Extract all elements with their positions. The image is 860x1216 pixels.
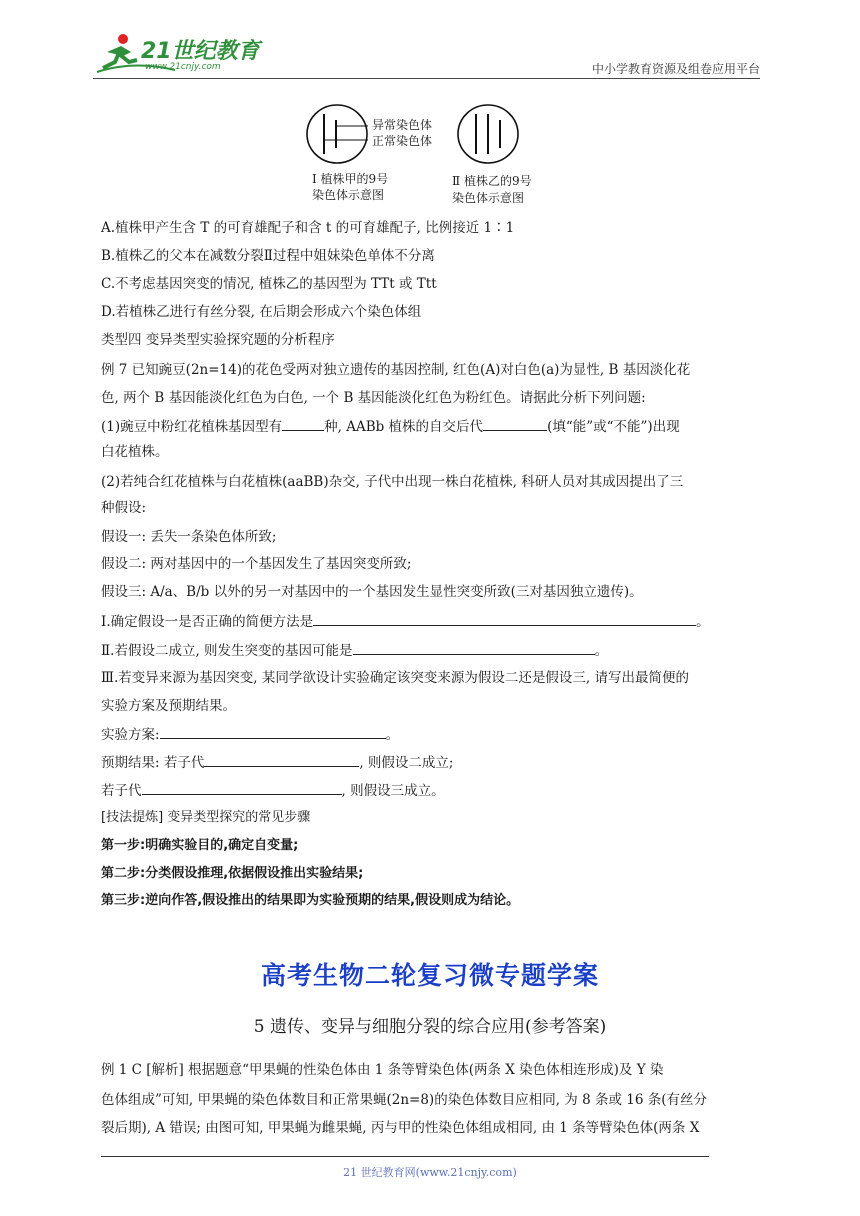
label-abnormal: 异常染色体 bbox=[372, 118, 433, 132]
answer-line1: 例 1 C [解析] 根据题意“甲果蝇的性染色体由 1 条等臂染色体(两条 X 染色体相连形成)及 Y 染 bbox=[101, 1062, 664, 1078]
site-logo bbox=[93, 30, 263, 78]
logo-text: 21世纪教育 bbox=[141, 39, 260, 64]
blank-result-1[interactable] bbox=[204, 752, 359, 767]
tips-step-3: 第三步:逆向作答,假设推出的结果即为实验预期的结果,假设则成为结论。 bbox=[101, 893, 520, 908]
footer-divider bbox=[101, 1156, 709, 1157]
caption-1-line1: Ⅰ 植株甲的9号 bbox=[312, 172, 389, 186]
question-2-line2: 种假设: bbox=[101, 500, 147, 516]
experiment-plan bbox=[101, 724, 399, 745]
expected-result-2 bbox=[101, 780, 445, 801]
item-i-text: Ⅰ.确定假设一是否正确的简便方法是 bbox=[101, 614, 314, 630]
caption-2-line2: 染色体示意图 bbox=[452, 191, 525, 205]
item-ii-text: Ⅱ.若假设二成立, 则发生突变的基因可能是 bbox=[101, 643, 353, 659]
item-i bbox=[101, 611, 710, 632]
chromosome-diagram bbox=[300, 102, 560, 210]
hypothesis-2: 假设二: 两对基因中的一个基因发生了基因突变所致; bbox=[101, 556, 412, 572]
question-1-cont: 白花植株。 bbox=[101, 444, 169, 460]
blank-method[interactable] bbox=[313, 611, 696, 626]
exp1-label: 预期结果: 若子代 bbox=[101, 755, 205, 771]
caption-1-line2: 染色体示意图 bbox=[312, 188, 385, 202]
option-b: B.植株乙的父本在减数分裂Ⅱ过程中姐妹染色单体不分离 bbox=[101, 248, 435, 264]
exp1-tail: , 则假设二成立; bbox=[359, 755, 454, 771]
tips-step-2: 第二步:分类假设推理,依据假设推出实验结果; bbox=[101, 866, 364, 881]
label-normal: 正常染色体 bbox=[372, 134, 433, 148]
blank-can-cannot[interactable] bbox=[483, 416, 547, 431]
option-d: D.若植株乙进行有丝分裂, 在后期会形成六个染色体组 bbox=[101, 304, 422, 320]
q1-text-a: (1)豌豆中粉红花植株基因型有 bbox=[101, 419, 283, 435]
option-c: C.不考虑基因突变的情况, 植株乙的基因型为 TTt 或 Ttt bbox=[101, 276, 437, 292]
plan-label: 实验方案: bbox=[101, 727, 160, 743]
header-divider bbox=[93, 78, 760, 79]
example7-line1: 例 7 已知豌豆(2n=14)的花色受两对独立遗传的基因控制, 红色(A)对白色(a)为显性, B 基因淡化花 bbox=[101, 362, 691, 378]
hypothesis-1: 假设一: 丢失一条染色体所致; bbox=[101, 529, 277, 545]
q1-text-b: 种, AABb 植株的自交后代 bbox=[324, 419, 484, 435]
item-ii-period: 。 bbox=[594, 643, 609, 659]
tips-title: [技法提炼] 变异类型探究的常见步骤 bbox=[101, 810, 311, 825]
question-1 bbox=[101, 416, 680, 437]
document-title: 高考生物二轮复习微专题学案 bbox=[260, 961, 599, 990]
caption-2-line1: Ⅱ 植株乙的9号 bbox=[452, 174, 532, 188]
expected-result-1 bbox=[101, 752, 453, 773]
blank-plan[interactable] bbox=[160, 724, 386, 739]
document-subtitle: 5 遗传、变异与细胞分裂的综合应用(参考答案) bbox=[253, 1017, 607, 1037]
answer-line3: 裂后期), A 错误; 由图可知, 甲果蝇为雌果蝇, 丙与甲的性染色体组成相同, 由 1 条等臂染色体(两条 X bbox=[101, 1120, 700, 1136]
blank-mutated-gene[interactable] bbox=[353, 640, 595, 655]
question-2-line1: (2)若纯合红花植株与白花植株(aaBB)杂交, 子代中出现一株白花植株, 科研人员对其成因提出了三 bbox=[101, 474, 684, 490]
exp2-label: 若子代 bbox=[101, 783, 142, 799]
header-platform-text: 中小学教育资源及组卷应用平台 bbox=[591, 62, 760, 76]
answer-line2: 色体组成”可知, 甲果蝇的染色体数目和正常果蝇(2n=8)的染色体数目应相同, 为 8 条或 16 条(有丝分 bbox=[101, 1092, 707, 1108]
logo-url: www.21cnjy.com bbox=[145, 62, 221, 72]
example7-line2: 色, 两个 B 基因能淡化红色为白色, 一个 B 基因能淡化红色为粉红色。请据此分析下列问题: bbox=[101, 390, 646, 406]
plan-period: 。 bbox=[385, 727, 400, 743]
blank-result-2[interactable] bbox=[142, 780, 342, 795]
item-i-period: 。 bbox=[696, 614, 710, 630]
item-ii bbox=[101, 640, 608, 661]
footer-text: 21 世纪教育网(www.21cnjy.com) bbox=[343, 1166, 517, 1179]
item-iii-line1: Ⅲ.若变异来源为基因突变, 某同学欲设计实验确定该突变来源为假设二还是假设三, 请写出最简便的 bbox=[101, 670, 689, 686]
blank-count[interactable] bbox=[282, 416, 324, 431]
hypothesis-3: 假设三: A/a、B/b 以外的另一对基因中的一个基因发生显性突变所致(三对基因独立遗传)。 bbox=[101, 584, 643, 600]
q1-text-c: (填“能”或“不能”)出现 bbox=[547, 419, 680, 435]
item-iii-line2: 实验方案及预期结果。 bbox=[101, 698, 236, 714]
exp2-tail: , 则假设三成立。 bbox=[341, 783, 445, 799]
option-a: A.植株甲产生含 T 的可育雄配子和含 t 的可育雄配子, 比例接近 1∶1 bbox=[101, 220, 515, 236]
tips-step-1: 第一步:明确实验目的,确定自变量; bbox=[101, 838, 299, 853]
section-type4: 类型四 变异类型实验探究题的分析程序 bbox=[101, 332, 335, 348]
